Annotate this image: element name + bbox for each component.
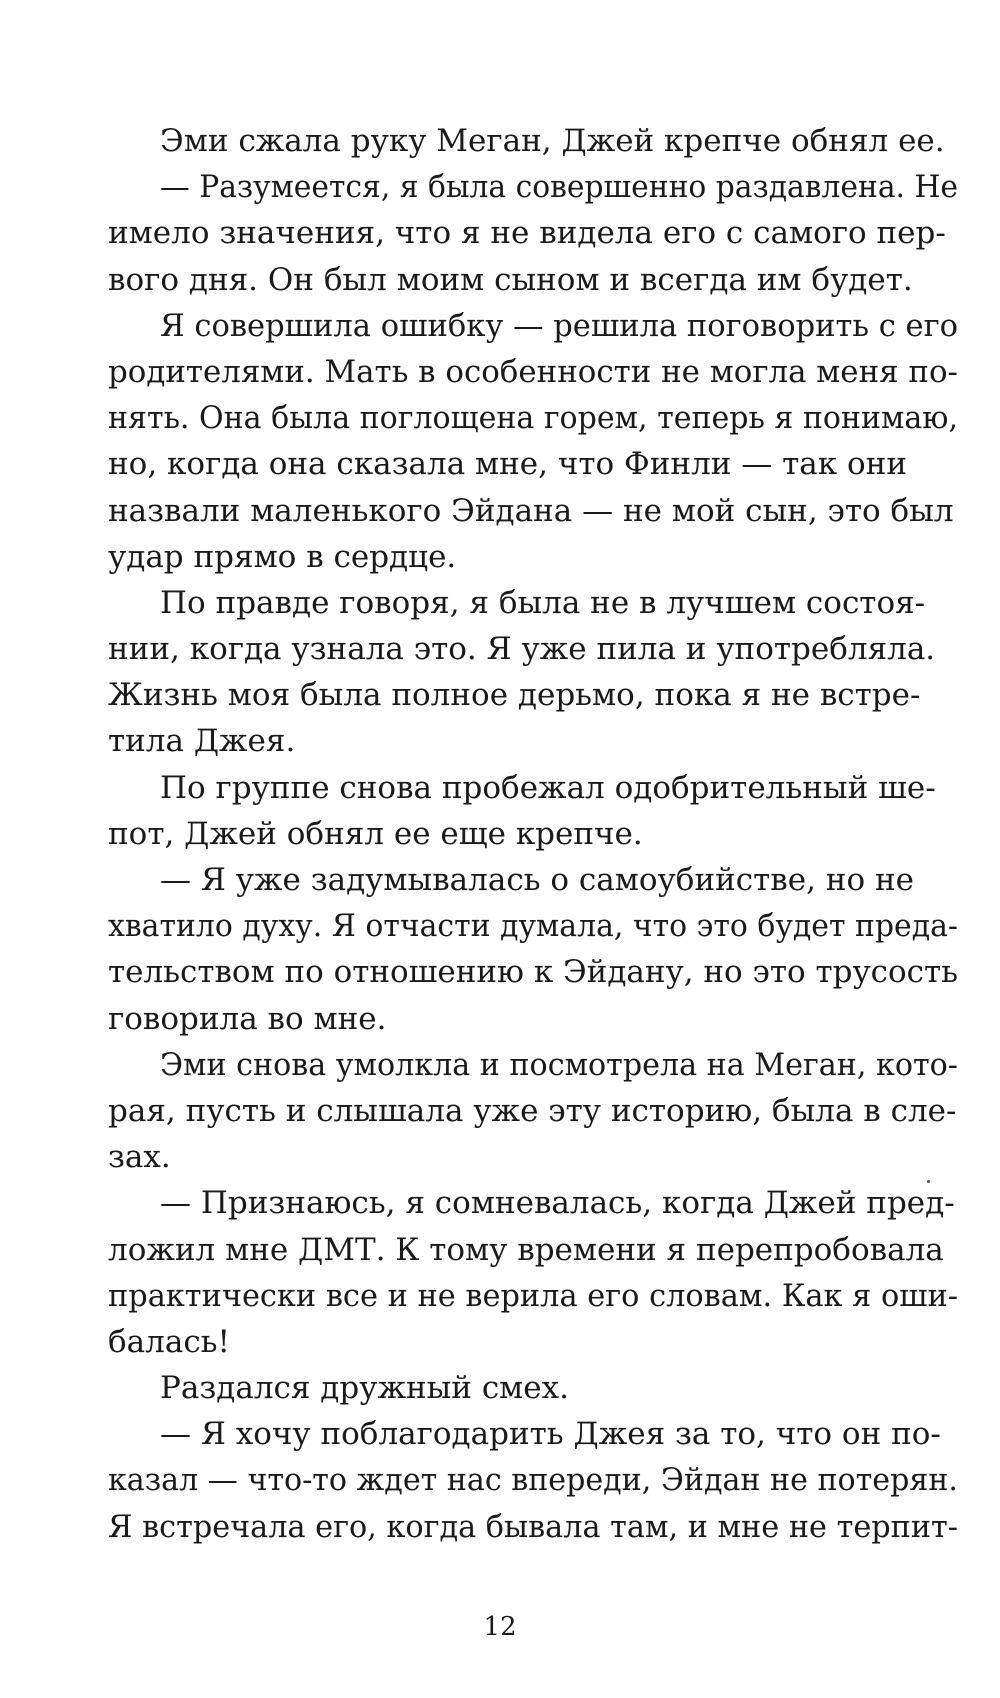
text-line: По правде говоря, я была не в лучшем состоя- bbox=[160, 584, 926, 621]
page-number: 12 bbox=[483, 1612, 517, 1642]
body-text bbox=[108, 118, 958, 1550]
text-line: тила Джея. bbox=[108, 723, 296, 760]
text-line: но, когда она сказала мне, что Финли — так они bbox=[108, 446, 907, 483]
text-line: говорила во мне. bbox=[108, 1000, 387, 1037]
text-line: пот, Джей обнял ее еще крепче. bbox=[108, 815, 643, 852]
text-line: удар прямо в сердце. bbox=[108, 538, 457, 575]
text-line: — Признаюсь, я сомневалась, когда Джей пред- bbox=[160, 1185, 955, 1222]
text-line: — Я хочу поблагодарить Джея за то, что он по- bbox=[160, 1416, 941, 1453]
text-line: казал — что-то ждет нас впереди, Эйдан не потерян. bbox=[108, 1462, 958, 1499]
text-line: родителями. Мать в особенности не могла меня по- bbox=[108, 353, 958, 390]
text-line: вого дня. Он был моим сыном и всегда им будет. bbox=[108, 261, 913, 298]
text-line: назвали маленького Эйдана — не мой сын, это был bbox=[108, 492, 954, 529]
text-line: практически все и не верила его словам. Как я оши- bbox=[108, 1277, 958, 1314]
text-line: балась! bbox=[108, 1323, 231, 1360]
text-line: зах. bbox=[108, 1139, 171, 1176]
text-line: Жизнь моя была полное дерьмо, пока я не встре- bbox=[108, 677, 921, 714]
text-line: хватило духу. Я отчасти думала, что это будет преда- bbox=[108, 908, 958, 945]
text-line: имело значения, что я не видела его с самого пер- bbox=[108, 215, 946, 252]
print-speck bbox=[927, 1180, 930, 1183]
text-line: Я совершила ошибку — решила поговорить с его bbox=[160, 307, 958, 344]
text-line: тельством по отношению к Эйдану, но это трусость bbox=[108, 954, 958, 991]
text-line: нять. Она была поглощена горем, теперь я понимаю, bbox=[108, 400, 958, 437]
text-line: нии, когда узнала это. Я уже пила и употребляла. bbox=[108, 631, 936, 668]
text-line: ложил мне ДМТ. К тому времени я перепробовала bbox=[108, 1231, 944, 1268]
text-line: Эми снова умолкла и посмотрела на Меган, кото- bbox=[160, 1046, 958, 1083]
text-line: Раздался дружный смех. bbox=[160, 1370, 569, 1407]
text-line: Эми сжала руку Меган, Джей крепче обнял ее. bbox=[160, 123, 945, 159]
text-line: По группе снова пробежал одобрительный ше- bbox=[160, 769, 936, 806]
text-line: — Я уже задумывалась о самоубийстве, но не bbox=[160, 862, 914, 898]
text-line: Я встречала его, когда бывала там, и мне не терпит- bbox=[108, 1508, 958, 1545]
text-line: — Разумеется, я была совершенно раздавлена. Не bbox=[160, 169, 958, 206]
text-line: рая, пусть и слышала уже эту историю, была в сле- bbox=[108, 1092, 957, 1129]
